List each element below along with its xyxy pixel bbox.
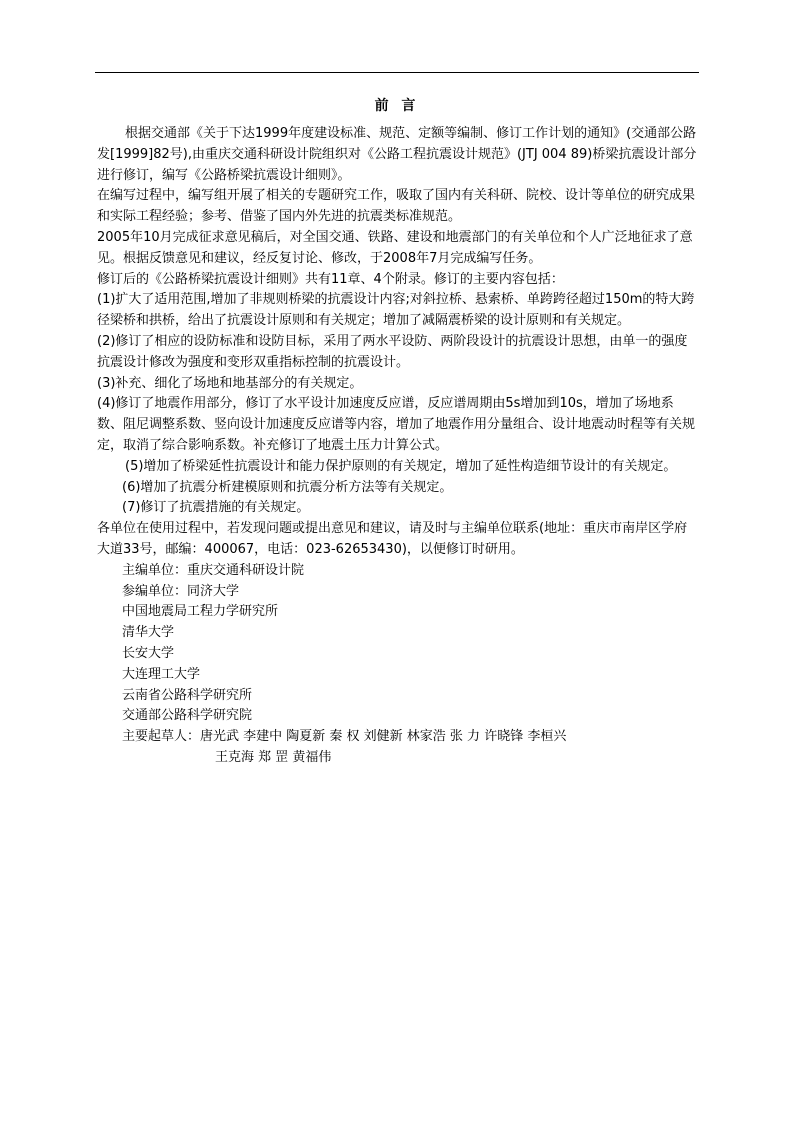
participating-unit: 交通部公路科学研究院 — [122, 708, 253, 724]
chief-unit: 主编单位：重庆交通科研设计院 — [122, 562, 305, 578]
participating-unit: 云南省公路科学研究所 — [122, 687, 253, 703]
intro-paragraph: 根据交通部《关于下达1999年度建设标准、规范、定额等编制、修订工作计划的通知》(交通部公路发[1999]82号),由重庆交通科研设计院组织对《公路工程抗震设计规范》(JTJ 004 89)桥梁抗震设计部分进行修订，编写《公路桥梁抗震设计细则》。 — [97, 126, 697, 183]
drafters-line-1: 主要起草人：唐光武 李建中 陶夏新 秦 权 刘健新 林家浩 张 力 许晓锋 李桓兴 — [122, 729, 567, 745]
revision-item-5: (5)增加了桥梁延性抗震设计和能力保护原则的有关规定，增加了延性构造细节设计的有关规定。 — [125, 458, 677, 474]
revision-item-7: (7)修订了抗震措施的有关规定。 — [122, 500, 310, 516]
page-title: 前 言 — [374, 98, 420, 114]
drafters — [97, 727, 697, 769]
participating-unit: 大连理工大学 — [122, 666, 201, 682]
revision-item-6: (6)增加了抗震分析建模原则和抗震分析方法等有关规定。 — [122, 479, 453, 495]
participating-unit: 参编单位：同济大学 — [122, 583, 240, 599]
header-rule — [95, 72, 699, 73]
participating-unit: 清华大学 — [122, 625, 175, 641]
revision-item-2: (2)修订了相应的设防标准和设防目标，采用了两水平设防、两阶段设计的抗震设计思想，由单一的强度抗震设计修改为强度和变形双重指标控制的抗震设计。 — [97, 333, 688, 370]
contact-paragraph: 各单位在使用过程中，若发现问题或提出意见和建议，请及时与主编单位联系(地址：重庆市南岸区学府大道33号，邮编：400067，电话：023-62653430)，以便修订时研用。 — [97, 521, 688, 557]
participating-unit: 长安大学 — [122, 645, 175, 661]
paragraph-process: 在编写过程中，编写组开展了相关的专题研究工作，吸取了国内有关科研、院校、设计等单位的研究成果和实际工程经验；参考、借鉴了国内外先进的抗震类标准规范。 — [97, 188, 696, 225]
participating-unit: 中国地震局工程力学研究所 — [122, 604, 279, 620]
drafters-line-2: 王克海 郑 罡 黄福伟 — [215, 749, 332, 765]
revision-item-3: (3)补充、细化了场地和地基部分的有关规定。 — [97, 375, 363, 391]
revision-item-1: (1)扩大了适用范围,增加了非规则桥梁的抗震设计内容;对斜拉桥、悬索桥、单跨跨径超过150m的特大跨径梁桥和拱桥，给出了抗震设计原则和有关规定；增加了减隔震桥梁的设计原则和有关规定。 — [97, 292, 695, 329]
revision-item-4: (4)修订了地震作用部分，修订了水平设计加速度反应谱，反应谱周期由5s增加到10s，增加了场地系数、阻尼调整系数、竖向设计加速度反应谱等内容，增加了地震作用分量组合、设计地震动时程等有关规定，取消了综合影响系数。补充修订了地震土压力计算公式。 — [97, 396, 696, 453]
paragraph-summary: 修订后的《公路桥梁抗震设计细则》共有11章、4个附录。修订的主要内容包括： — [97, 271, 564, 287]
paragraph-consultation: 2005年10月完成征求意见稿后，对全国交通、铁路、建设和地震部门的有关单位和个人广泛地征求了意见。根据反馈意见和建议，经反复讨论、修改，于2008年7月完成编写任务。 — [97, 229, 693, 266]
document-body — [97, 124, 697, 769]
